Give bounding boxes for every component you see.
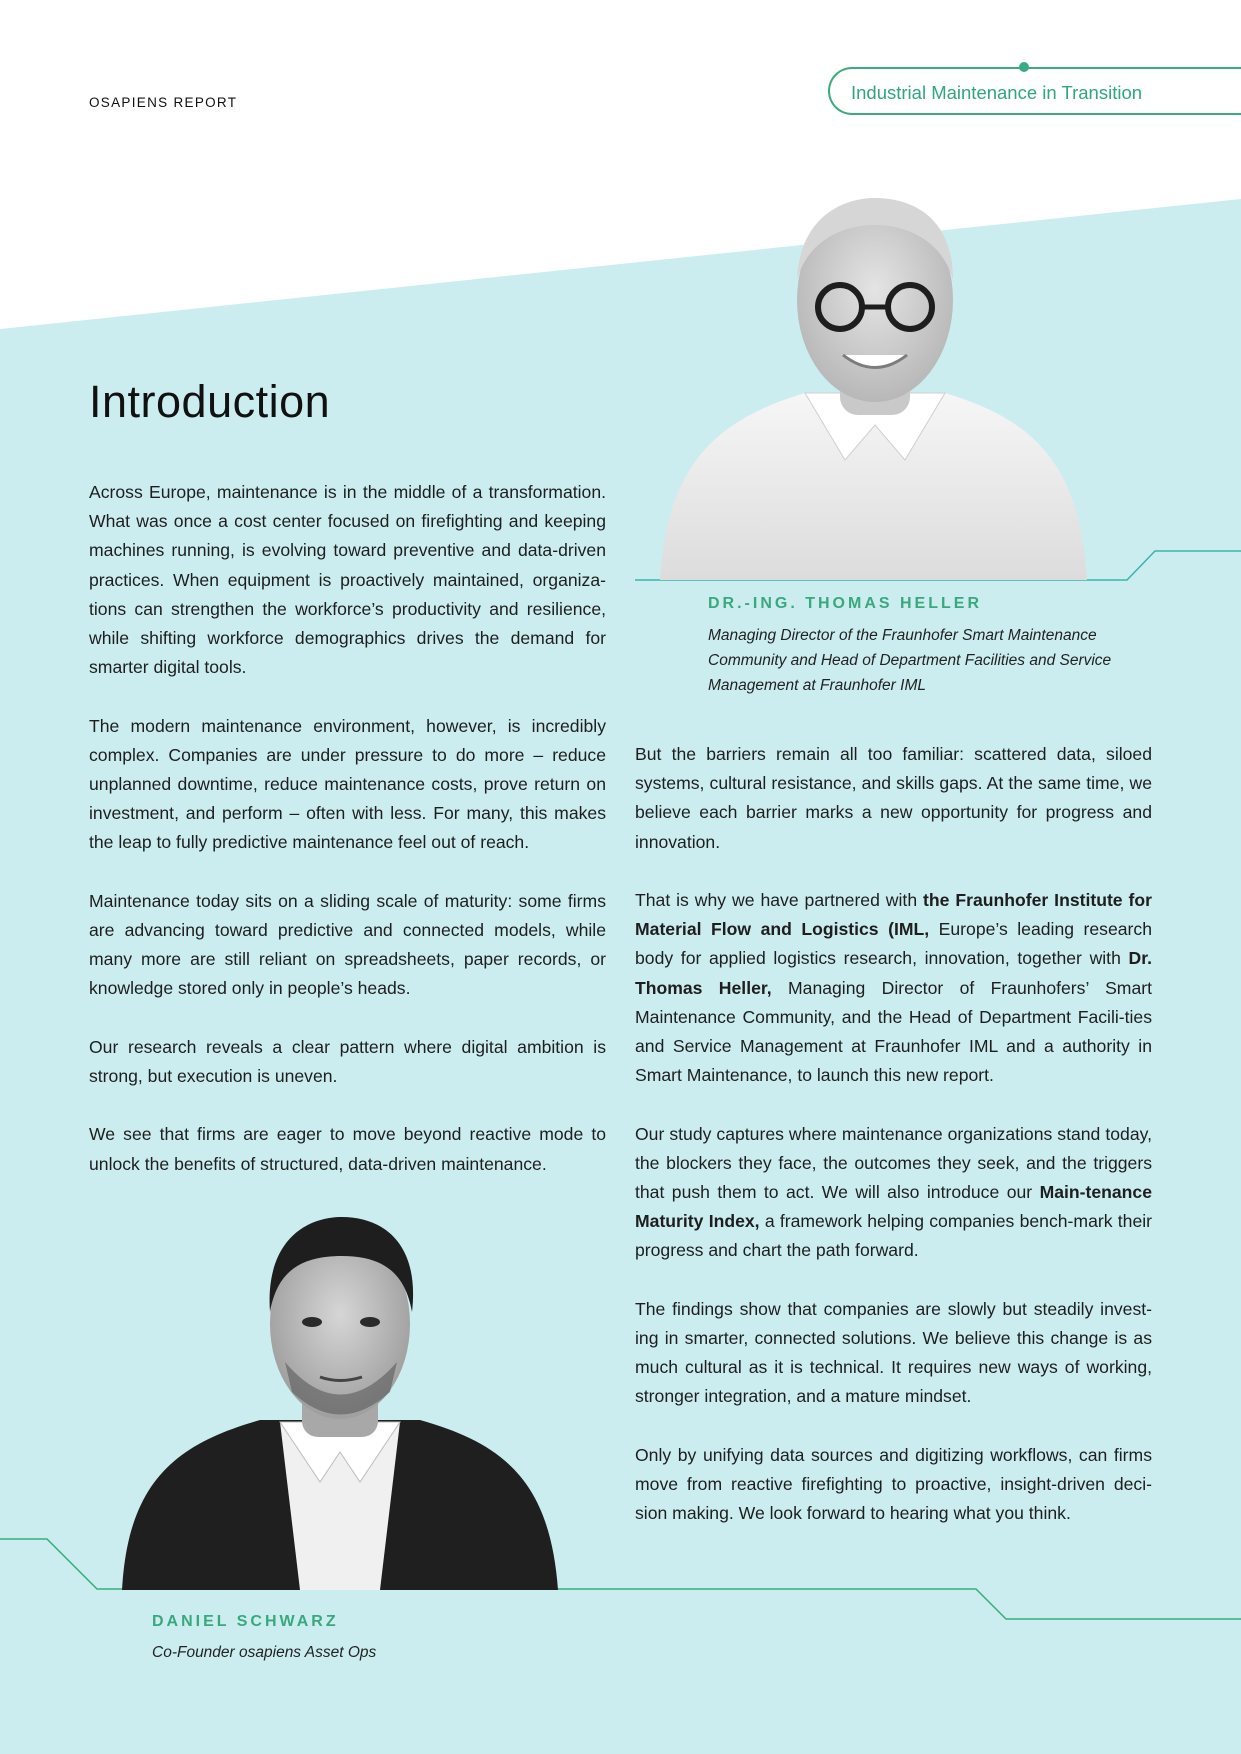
paragraph [635, 886, 1152, 1090]
schwarz-name: DANIEL SCHWARZ [152, 1613, 339, 1630]
paragraph: Maintenance today sits on a sliding scale of maturity: some firms are advancing toward predictive and connected models, while many more are still reliant on spreadsheets, paper records, or knowledge stored only in people’s heads. [89, 890, 606, 999]
paragraph: The findings show that companies are slowly but steadily invest-ing in smarter, connected solutions. We believe this change is as much cultural as it is technical. It requires new ways of working, stronger integration, and a mature mindset. [635, 1298, 1152, 1407]
schwarz-role: Co-Founder osapiens Asset Ops [152, 1644, 377, 1661]
report-title-dot [1019, 62, 1029, 72]
text-run: That is why we have partnered with [635, 890, 924, 910]
text-run: Our study captures where maintenance organizations stand today, the blockers they face, the outcomes they seek, and the triggers that push them to act. We will also introduce our [635, 1123, 1152, 1203]
heller-name: DR.-ING. THOMAS HELLER [708, 595, 982, 612]
brand-label: OSAPIENS REPORT [89, 95, 238, 110]
paragraph: The modern maintenance environment, however, is incredibly complex. Companies are under pressure to do more – reduce unplanned downtime, reduce maintenance costs, prove return on investment, and perform – often with less. For many, this makes the leap to fully predictive maintenance feel out of reach. [89, 715, 606, 853]
bold-text-run: the Fraunhofer Institute for Material Flow and Logistics (IML, [635, 890, 1152, 940]
page-title: Introduction [89, 376, 331, 427]
paragraph [635, 1120, 1152, 1266]
report-title: Industrial Maintenance in Transition [851, 82, 1143, 103]
text-run: a framework helping companies bench-mark their progress and chart the path forward. [635, 1211, 1152, 1261]
paragraph: Across Europe, maintenance is in the middle of a transformation. What was once a cost center focused on firefighting and keeping machines running, is evolving toward preventive and data-driven practices. When equipment is proactively maintained, organiza-tions can strengthen the workforce’s productivity and resilience, while shifting workforce demographics drives the demand for smarter digital tools. [89, 482, 606, 678]
text-run: Europe’s leading research body for applied logistics research, innovation, together with [635, 919, 1152, 969]
paragraph: Our research reveals a clear pattern where digital ambition is strong, but execution is uneven. [89, 1036, 606, 1087]
heller-portrait [655, 195, 1095, 580]
heller-role: Managing Director of the Fraunhofer Smart Maintenance Community and Head of Department Facilities and Service Management at Fraunhofer IML [708, 627, 1112, 694]
paragraph: We see that firms are eager to move beyond reactive mode to unlock the benefits of structured, data-driven maintenance. [89, 1124, 606, 1174]
left-column [89, 478, 606, 1208]
paragraph: But the barriers remain all too familiar: scattered data, siloed systems, cultural resistance, and skills gaps. At the same time, we believe each barrier marks a new opportunity for progress and innovation. [635, 744, 1152, 852]
bold-text-run: Main-tenance Maturity Index, [635, 1182, 1152, 1232]
right-column [635, 740, 1152, 1558]
text-run: Managing Director of Fraunhofers’ Smart Maintenance Community, and the Head of Department Facili-ties and Service Management at Fraunhofer IML and a authority in Smart Maintenance, to launch this new report. [635, 977, 1152, 1086]
paragraph: Only by unifying data sources and digitizing workflows, can firms move from reactive firefighting to proactive, insight-driven deci-sion making. We look forward to hearing what you think. [635, 1444, 1152, 1524]
schwarz-portrait [120, 1212, 560, 1590]
bold-text-run: Dr. Thomas Heller, [635, 948, 1152, 998]
